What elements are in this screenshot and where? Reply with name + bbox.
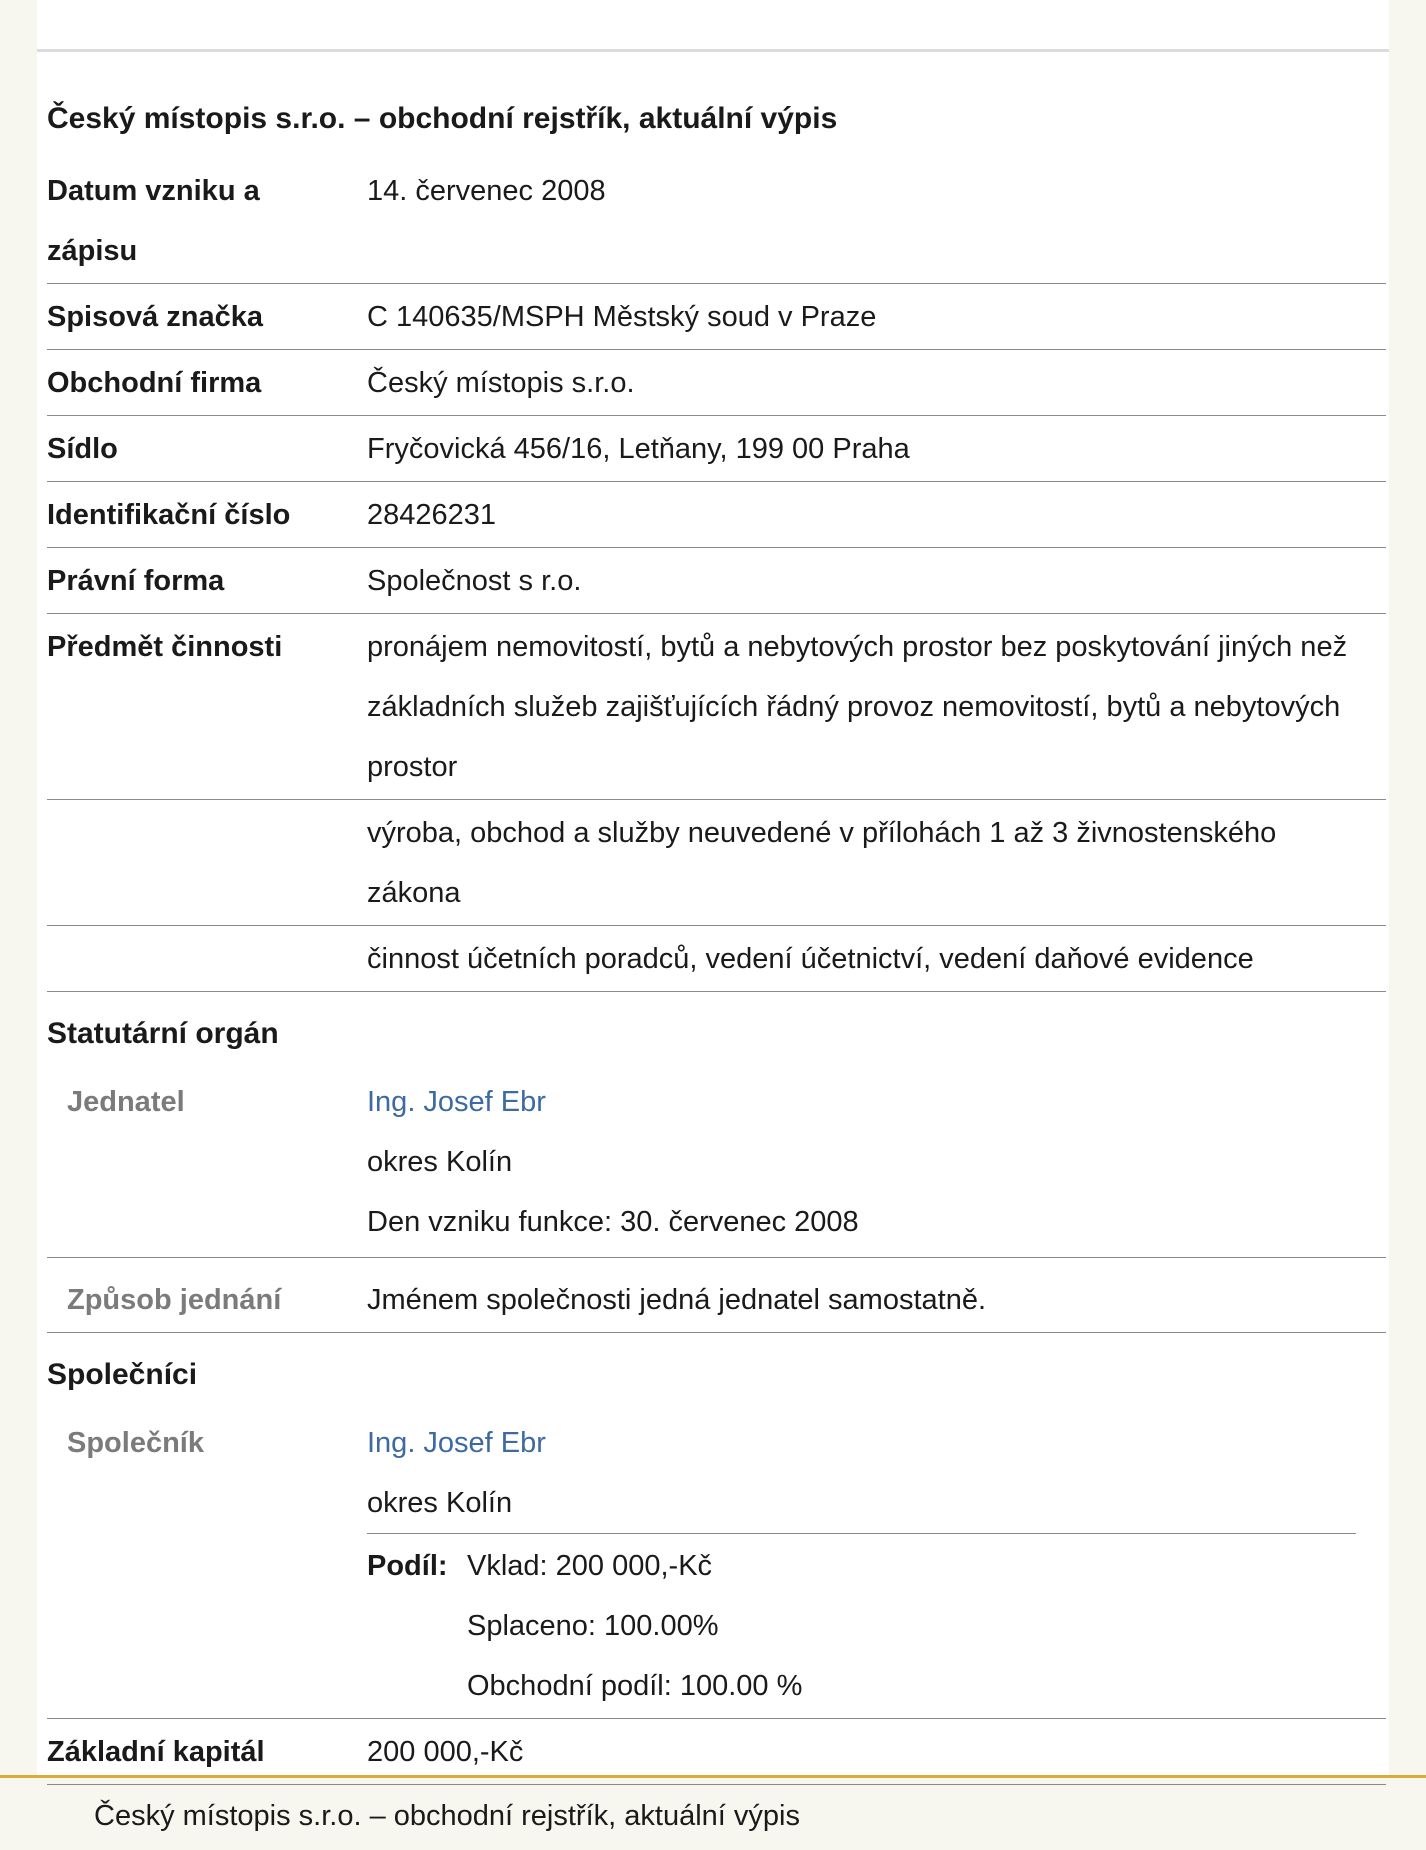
row-value: Společnost s r.o. [367,565,582,597]
row-legal-form [47,548,1386,614]
executive-name-link[interactable]: Ing. Josef Ebr [367,1086,546,1118]
row-label: Datum vzniku a zápisu [47,175,260,267]
footer-divider [0,1775,1426,1778]
statutory-heading: Statutární orgán [47,1017,279,1050]
share-label: Podíl: [367,1550,448,1582]
row-date-of-registration [47,158,1386,284]
share-paid: Splaceno: 100.00% [467,1610,719,1642]
row-label [47,929,367,989]
row-value: Český místopis s.r.o. [367,367,635,399]
row-value: výroba, obchod a služby neuvedené v přílohách 1 až 3 živnostenského zákona [367,817,1277,909]
executive-label: Jednatel [67,1086,185,1118]
page-title: Český místopis s.r.o. – obchodní rejstřík, aktuální výpis [47,102,838,135]
row-label: Předmět činnosti [47,631,283,663]
document-sheet [37,0,1389,1775]
row-business-activity-2 [47,800,1386,926]
row-value: Fryčovická 456/16, Letňany, 199 00 Praha [367,433,910,465]
row-label [47,803,367,923]
share-block [367,1533,1356,1716]
representation-label: Způsob jednání [67,1284,282,1316]
row-label: Identifikační číslo [47,499,291,531]
row-business-name [47,350,1386,416]
executive-since: Den vzniku funkce: 30. červenec 2008 [367,1206,859,1238]
row-value: 28426231 [367,499,497,531]
capital-value: 200 000,-Kč [367,1736,524,1768]
row-business-activity [47,614,1386,800]
executive-district: okres Kolín [367,1146,513,1178]
top-divider [37,49,1389,52]
row-value: C 140635/MSPH Městský soud v Praze [367,301,877,333]
representation-value: Jménem společnosti jedná jednatel samostatně. [367,1284,987,1316]
executive-details [367,1072,1386,1252]
partner-name-link[interactable]: Ing. Josef Ebr [367,1427,546,1459]
row-label: Spisová značka [47,301,263,333]
row-value: činnost účetních poradců, vedení účetnictví, vedení daňové evidence [367,943,1254,975]
footer-title: Český místopis s.r.o. – obchodní rejstřík, aktuální výpis [94,1800,800,1832]
row-value: pronájem nemovitostí, bytů a nebytových prostor bez poskytování jiných než základních služeb zajišťujících řádný provoz nemovitostí, bytů a nebytových prostor [367,631,1348,783]
share-business: Obchodní podíl: 100.00 % [467,1670,803,1702]
capital-label: Základní kapitál [47,1736,265,1768]
partners-heading: Společníci [47,1358,198,1391]
row-business-activity-3 [47,926,1386,992]
row-value: 14. červenec 2008 [367,175,606,207]
partner-details [367,1413,1386,1716]
row-label: Obchodní firma [47,367,262,399]
row-partner [47,1410,1386,1719]
share-values [467,1536,1356,1716]
row-file-number [47,284,1386,350]
row-label: Sídlo [47,433,118,465]
partner-district: okres Kolín [367,1487,513,1519]
row-label: Právní forma [47,565,225,597]
row-representation [47,1258,1386,1333]
row-registered-office [47,416,1386,482]
register-extract [47,98,1386,1785]
share-deposit: Vklad: 200 000,-Kč [467,1550,713,1582]
partner-label: Společník [67,1427,204,1459]
row-id-number [47,482,1386,548]
row-executive [47,1069,1386,1258]
